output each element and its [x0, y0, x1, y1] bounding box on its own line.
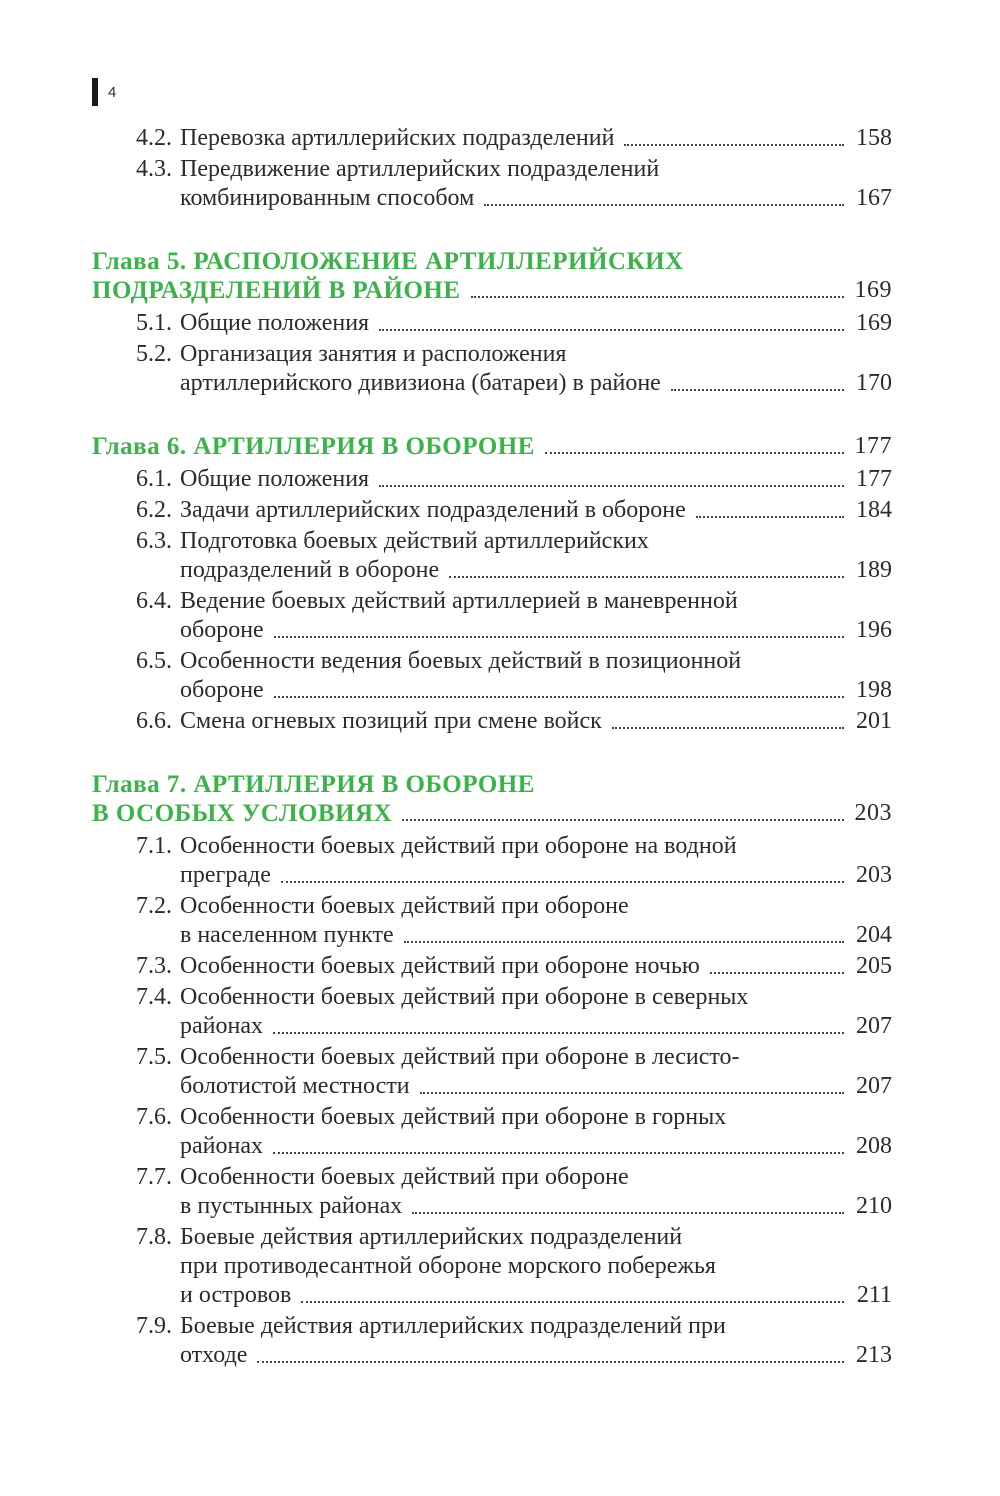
section-body [180, 983, 892, 1041]
dot-leader [545, 452, 844, 454]
section-title-line: Особенности боевых действий при обороне в северных [180, 984, 749, 1010]
section-title-line: артиллерийского дивизиона (батареи) в районе [180, 370, 661, 396]
section-page: 189 [856, 557, 892, 583]
dot-leader [412, 1212, 844, 1214]
section-page: 170 [856, 370, 892, 396]
section-title-row [180, 309, 892, 338]
dot-leader [402, 819, 844, 821]
section-body [180, 465, 892, 494]
section-body [180, 1103, 892, 1161]
section-page: 205 [856, 953, 892, 979]
dot-leader [274, 636, 844, 638]
chapter-title-row [92, 276, 892, 305]
section-title-line: в населенном пункте [180, 922, 394, 948]
section-page: 210 [856, 1193, 892, 1219]
continued-sections [92, 124, 892, 213]
page-header [92, 78, 116, 106]
dot-leader [449, 576, 844, 578]
section-title-line: Передвижение артиллерийских подразделений [180, 156, 660, 182]
dot-leader [624, 144, 844, 146]
section-title-row [180, 861, 892, 890]
section-page: 198 [856, 677, 892, 703]
section-number: 7.1. [136, 833, 172, 859]
section-number: 5.2. [136, 341, 172, 367]
toc-entry[interactable] [92, 1043, 892, 1101]
section-number: 7.6. [136, 1104, 172, 1130]
section-title-row [180, 465, 892, 494]
section-body [180, 952, 892, 981]
chapter-block [92, 247, 892, 398]
section-title-line: Боевые действия артиллерийских подразделений [180, 1224, 683, 1250]
section-page: 204 [856, 922, 892, 948]
dot-leader [379, 485, 844, 487]
section-title-row [180, 1192, 892, 1221]
chapter-page: 203 [854, 800, 892, 826]
dot-leader [696, 516, 844, 518]
section-page: 207 [856, 1073, 892, 1099]
toc-entry[interactable] [92, 952, 892, 981]
section-page: 167 [856, 185, 892, 211]
section-title-line: и островов [180, 1282, 292, 1308]
section-page: 201 [856, 708, 892, 734]
page-marker-bar [92, 78, 98, 106]
section-title-line: Ведение боевых действий артиллерией в маневренной [180, 588, 738, 614]
section-title-line: Подготовка боевых действий артиллерийских [180, 528, 649, 554]
dot-leader [257, 1361, 844, 1363]
section-title-line: в пустынных районах [180, 1193, 403, 1219]
section-body [180, 647, 892, 705]
toc-entry[interactable] [92, 707, 892, 736]
section-number: 7.3. [136, 953, 172, 979]
dot-leader [273, 1032, 844, 1034]
section-number: 6.6. [136, 708, 172, 734]
section-title-row [180, 616, 892, 645]
toc-entry[interactable] [92, 124, 892, 153]
section-body [180, 496, 892, 525]
toc-entry[interactable] [92, 340, 892, 398]
dot-leader [281, 881, 844, 883]
section-number: 6.4. [136, 588, 172, 614]
chapter-title-row [92, 432, 892, 461]
toc-entry[interactable] [92, 309, 892, 338]
section-page: 169 [856, 310, 892, 336]
toc-entry[interactable] [92, 892, 892, 950]
section-number: 7.5. [136, 1044, 172, 1070]
section-number: 7.4. [136, 984, 172, 1010]
section-page: 203 [856, 862, 892, 888]
section-number: 7.8. [136, 1224, 172, 1250]
section-title-row [180, 1072, 892, 1101]
chapter-page: 177 [854, 433, 892, 459]
section-title-line: районах [180, 1013, 263, 1039]
section-title-row [180, 496, 892, 525]
dot-leader [612, 727, 844, 729]
dot-leader [301, 1301, 844, 1303]
toc-entry[interactable] [92, 1312, 892, 1370]
dot-leader [379, 329, 844, 331]
section-title-line: отходе [180, 1342, 248, 1368]
section-title-row [180, 124, 892, 153]
section-title-line: Особенности боевых действий при обороне [180, 1164, 629, 1190]
dot-leader [471, 296, 844, 298]
toc-entry[interactable] [92, 587, 892, 645]
toc-entry[interactable] [92, 1103, 892, 1161]
section-number: 6.2. [136, 497, 172, 523]
section-title-row [180, 676, 892, 705]
chapter-block [92, 770, 892, 1370]
toc-entry[interactable] [92, 1163, 892, 1221]
section-page: 213 [856, 1342, 892, 1368]
section-number: 6.3. [136, 528, 172, 554]
chapter-title[interactable] [92, 770, 892, 828]
section-page: 158 [856, 125, 892, 151]
chapter-title-line: ПОДРАЗДЕЛЕНИЙ В РАЙОНЕ [92, 277, 461, 304]
dot-leader [710, 972, 844, 974]
section-title-line: Общие положения [180, 310, 370, 336]
section-number: 6.1. [136, 466, 172, 492]
section-title-line: Особенности боевых действий при обороне на водной [180, 833, 737, 859]
chapter-title[interactable] [92, 247, 892, 305]
section-body [180, 1163, 892, 1221]
dot-leader [274, 696, 844, 698]
toc-entry[interactable] [92, 527, 892, 585]
section-title-row [180, 1132, 892, 1161]
chapter-title-line: В ОСОБЫХ УСЛОВИЯХ [92, 800, 393, 827]
section-title-line: Особенности боевых действий при обороне в горных [180, 1104, 727, 1130]
section-page: 211 [856, 1282, 892, 1308]
section-page: 196 [856, 617, 892, 643]
section-number: 5.1. [136, 310, 172, 336]
page-number: 4 [108, 83, 117, 101]
section-title-row [180, 1012, 892, 1041]
section-page: 177 [856, 466, 892, 492]
dot-leader [273, 1152, 844, 1154]
toc-entry[interactable] [92, 155, 892, 213]
section-body [180, 124, 892, 153]
toc-entry[interactable] [92, 1223, 892, 1310]
section-title-row [180, 369, 892, 398]
section-number: 6.5. [136, 648, 172, 674]
section-title-line: преграде [180, 862, 271, 888]
section-title-line: Перевозка артиллерийских подразделений [180, 125, 615, 151]
section-title-row [180, 1281, 892, 1310]
chapter-page: 169 [854, 277, 892, 303]
dot-leader [671, 389, 844, 391]
section-title-line: комбинированным способом [180, 185, 475, 211]
dot-leader [484, 204, 844, 206]
section-number: 4.3. [136, 156, 172, 182]
section-title-line: подразделений в обороне [180, 557, 440, 583]
toc-entry[interactable] [92, 496, 892, 525]
section-title-line: Особенности боевых действий при обороне ночью [180, 953, 700, 979]
dot-leader [404, 941, 844, 943]
section-title-line: районах [180, 1133, 263, 1159]
section-title-row [180, 1341, 892, 1370]
section-body [180, 309, 892, 338]
toc-entry[interactable] [92, 465, 892, 494]
chapter-title-line: Глава 5. РАСПОЛОЖЕНИЕ АРТИЛЛЕРИЙСКИХ [92, 248, 684, 275]
section-number: 7.2. [136, 893, 172, 919]
section-title-line: Задачи артиллерийских подразделений в обороне [180, 497, 686, 523]
section-body [180, 832, 892, 890]
section-number: 4.2. [136, 125, 172, 151]
toc-entry[interactable] [92, 983, 892, 1041]
section-title-line: Организация занятия и расположения [180, 341, 567, 367]
section-title-line: Особенности боевых действий при обороне [180, 893, 629, 919]
toc-entry[interactable] [92, 832, 892, 890]
section-title-line: обороне [180, 617, 264, 643]
section-title-row [180, 952, 892, 981]
section-page: 208 [856, 1133, 892, 1159]
section-page: 207 [856, 1013, 892, 1039]
section-body [180, 1312, 892, 1370]
section-body [180, 340, 892, 398]
section-title-line: Смена огневых позиций при смене войск [180, 708, 602, 734]
section-number: 7.7. [136, 1164, 172, 1190]
section-body [180, 707, 892, 736]
section-page: 184 [856, 497, 892, 523]
section-title-line: Особенности боевых действий при обороне в лесисто- [180, 1044, 740, 1070]
section-title-line: обороне [180, 677, 264, 703]
section-body [180, 155, 892, 213]
section-title-line: при противодесантной обороне морского побережья [180, 1253, 716, 1279]
section-title-line: Особенности ведения боевых действий в позиционной [180, 648, 742, 674]
dot-leader [420, 1092, 844, 1094]
chapter-block [92, 432, 892, 736]
chapter-title-line: Глава 6. АРТИЛЛЕРИЯ В ОБОРОНЕ [92, 433, 535, 460]
chapter-title-line: Глава 7. АРТИЛЛЕРИЯ В ОБОРОНЕ [92, 771, 535, 798]
section-title-row [180, 921, 892, 950]
section-title-line: Боевые действия артиллерийских подразделений при [180, 1313, 726, 1339]
table-of-contents [92, 124, 892, 1372]
section-body [180, 892, 892, 950]
section-body [180, 587, 892, 645]
section-title-row [180, 556, 892, 585]
section-body [180, 1223, 892, 1310]
toc-entry[interactable] [92, 647, 892, 705]
section-body [180, 527, 892, 585]
chapter-title-row [92, 799, 892, 828]
section-title-row [180, 707, 892, 736]
section-title-line: Общие положения [180, 466, 370, 492]
section-body [180, 1043, 892, 1101]
section-title-line: болотистой местности [180, 1073, 410, 1099]
section-title-row [180, 184, 892, 213]
chapter-title[interactable] [92, 432, 892, 461]
section-number: 7.9. [136, 1313, 172, 1339]
